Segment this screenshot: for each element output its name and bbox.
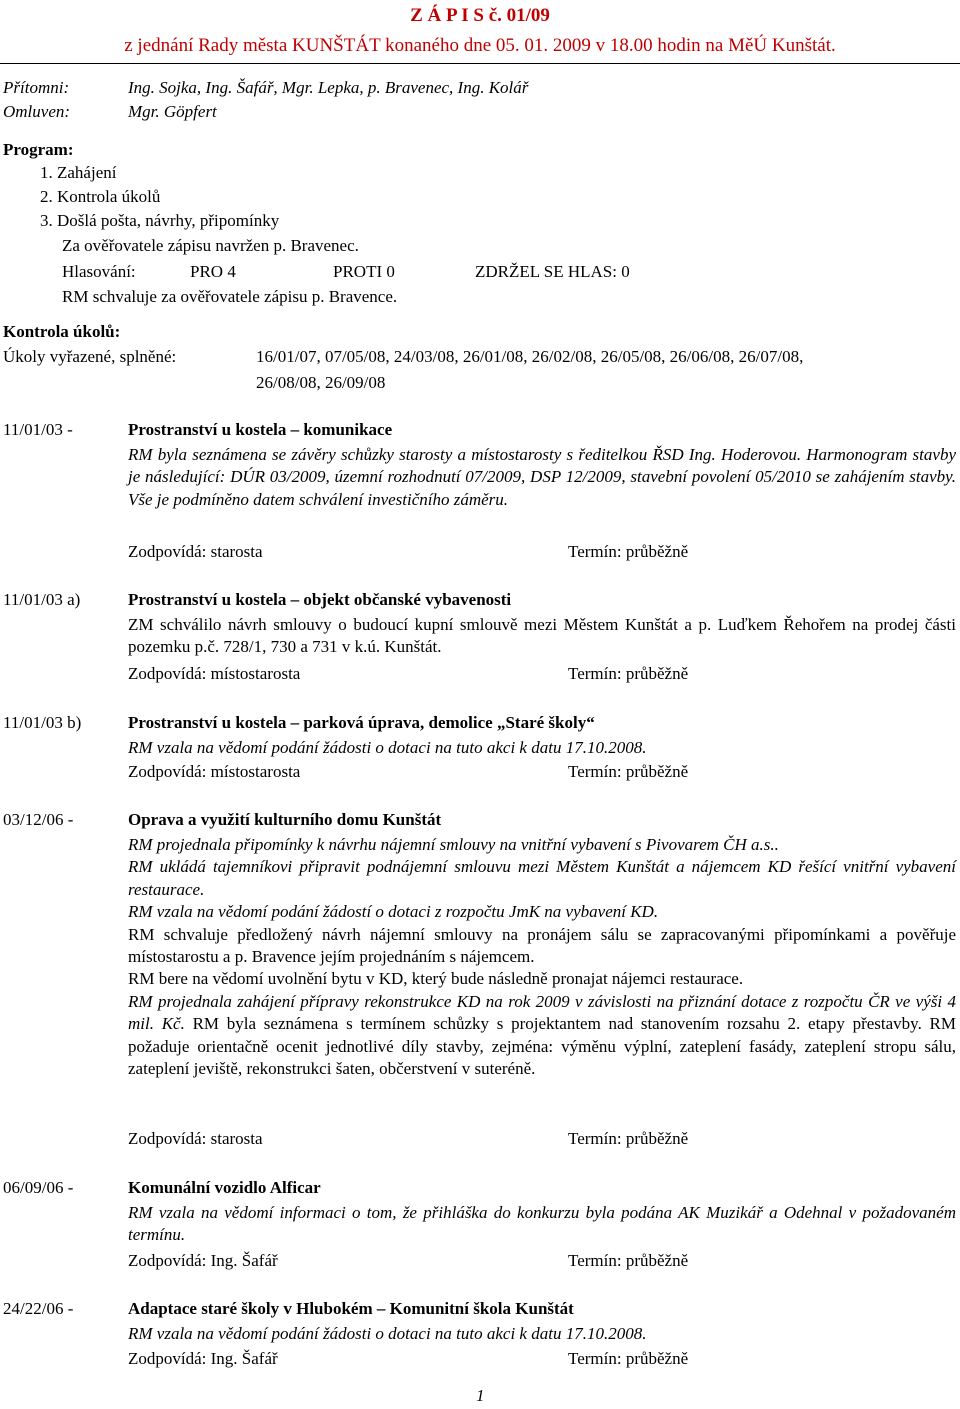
task-title: Oprava a využití kulturního domu Kunštát — [128, 810, 442, 829]
task-deadline: Termín: průběžně — [568, 542, 689, 561]
task-id: 11/01/03 a) — [3, 590, 81, 609]
verifier-proposal: Za ověřovatele zápisu navržen p. Bravenec. — [62, 236, 359, 255]
page-number: 1 — [476, 1386, 485, 1405]
program-item-3: 3. Došlá pošta, návrhy, připomínky — [40, 211, 280, 230]
task-id: 11/01/03 b) — [3, 713, 82, 732]
task-deadline: Termín: průběžně — [568, 1251, 689, 1270]
task-body — [128, 1323, 956, 1345]
absent-label: Omluven: — [3, 102, 71, 121]
task-id: 03/12/06 - — [3, 810, 74, 829]
control-heading: Kontrola úkolů: — [3, 322, 121, 341]
task-id: 11/01/03 - — [3, 420, 73, 439]
task-body-line: RM vzala na vědomí podání žádosti o dotaci na tuto akci k datu 17.10.2008. — [128, 1324, 647, 1343]
task-responsible: Zodpovídá: místostarosta — [128, 762, 301, 781]
task-deadline: Termín: průběžně — [568, 1129, 689, 1148]
task-body — [128, 737, 956, 759]
task-title: Komunální vozidlo Alficar — [128, 1178, 321, 1197]
absent-list: Mgr. Göpfert — [128, 102, 217, 121]
task-body-line: RM ukládá tajemníkovi připravit podnájemní smlouvu mezi Městem Kunštát a nájemcem KD řešící vnitřní vybavení restaurace. — [128, 857, 956, 899]
task-deadline: Termín: průběžně — [568, 762, 689, 781]
task-body-line: ZM schválilo návrh smlouvy o budoucí kupní smlouvě mezi Městem Kunštát a p. Luďkem Řehořem na prodej části pozemku p.č. 728/1, 730 a 731 v k.ú. Kunštát. — [128, 615, 956, 657]
vote-abstain: ZDRŽEL SE HLAS: 0 — [475, 262, 630, 281]
document-subtitle: z jednání Rady města KUNŠTÁT konaného dne 05. 01. 2009 v 18.00 hodin na MěÚ Kunštát. — [124, 35, 836, 56]
task-deadline: Termín: průběžně — [568, 1349, 689, 1368]
document-title: Z Á P I S č. 01/09 — [410, 5, 550, 26]
task-body — [128, 444, 956, 511]
task-responsible: Zodpovídá: Ing. Šafář — [128, 1251, 278, 1270]
task-deadline: Termín: průběžně — [568, 664, 689, 683]
task-id: 06/09/06 - — [3, 1178, 74, 1197]
vote-pro: PRO 4 — [190, 262, 236, 281]
task-body-line: RM projednala zahájení přípravy rekonstrukce KD na rok 2009 v závislosti na přiznání dotace z rozpočtu ČR ve výši 4 mil. Kč. — [128, 991, 956, 1034]
header-divider — [0, 63, 960, 64]
task-body-line: RM schvaluje předložený návrh nájemní smlouvy na pronájem sálu se zapracovanými připomínkami a pověřuje místostarostu a p. Bravence jejím projednáním s nájemcem. — [128, 924, 956, 967]
verifier-approval: RM schvaluje za ověřovatele zápisu p. Bravence. — [62, 287, 398, 306]
task-title: Prostranství u kostela – komunikace — [128, 420, 393, 439]
vote-label: Hlasování: — [62, 262, 136, 281]
task-responsible: Zodpovídá: starosta — [128, 1129, 263, 1148]
task-title: Prostranství u kostela – objekt občanské vybavenosti — [128, 590, 512, 609]
vote-proti: PROTI 0 — [333, 262, 395, 281]
task-body — [128, 614, 956, 659]
done-list-line2: 26/08/08, 26/09/08 — [256, 373, 386, 392]
task-body-line: RM vzala na vědomí podání žádosti o dotaci na tuto akci k datu 17.10.2008. — [128, 738, 647, 757]
task-responsible: Zodpovídá: starosta — [128, 542, 263, 561]
program-item-1: 1. Zahájení — [40, 163, 117, 182]
done-label: Úkoly vyřazené, splněné: — [3, 347, 177, 366]
task-title: Prostranství u kostela – parková úprava, demolice „Staré školy“ — [128, 713, 595, 732]
task-id: 24/22/06 - — [3, 1299, 74, 1318]
present-label: Přítomni: — [3, 78, 70, 97]
done-list-line1: 16/01/07, 07/05/08, 24/03/08, 26/01/08, 26/02/08, 26/05/08, 26/06/08, 26/07/08, — [256, 347, 804, 366]
task-body — [128, 1202, 956, 1247]
present-list: Ing. Sojka, Ing. Šafář, Mgr. Lepka, p. Bravenec, Ing. Kolář — [128, 78, 529, 97]
task-body — [128, 834, 956, 1080]
task-title: Adaptace staré školy v Hlubokém – Komunitní škola Kunštát — [128, 1299, 574, 1318]
task-body-line: RM byla seznámena se závěry schůzky starosty a místostarosty s ředitelkou ŘSD Ing. Hoderovou. Harmonogram stavby je následující: DÚR 03/2009, územní rozhodnutí 07/2009, DSP 12/2009, stavební povolení 05/2010 se zahájením stavby. Vše je podmíněno datem schválení investičního záměru. — [128, 445, 956, 509]
program-label: Program: — [3, 140, 74, 159]
task-body-line: RM projednala připomínky k návrhu nájemní smlouvy na vnitřní vybavení s Pivovarem ČH a.s.. — [128, 835, 779, 854]
task-responsible: Zodpovídá: Ing. Šafář — [128, 1349, 278, 1368]
task-responsible: Zodpovídá: místostarosta — [128, 664, 301, 683]
task-body-line: RM vzala na vědomí informaci o tom, že přihláška do konkurzu byla podána AK Muzikář a Odehnal v požadovaném termínu. — [128, 1203, 956, 1245]
task-body-line: RM byla seznámena s termínem schůzky s projektantem nad stanovením rozsahu 2. etapy přestavby. RM požaduje orientačně ocenit jednotlivé díly stavby, zejména: výměnu výplní, zateplení fasády, zateplení stropu sálu, zateplení jeviště, rekonstrukci šaten, občerstvení v suteréně. — [128, 1014, 957, 1079]
program-item-2: 2. Kontrola úkolů — [40, 187, 161, 206]
task-body-line: RM vzala na vědomí podání žádostí o dotaci z rozpočtu JmK na vybavení KD. — [128, 902, 659, 922]
task-body-line: RM bere na vědomí uvolnění bytu v KD, který bude následně pronajat nájemci restaurace. — [128, 969, 744, 989]
